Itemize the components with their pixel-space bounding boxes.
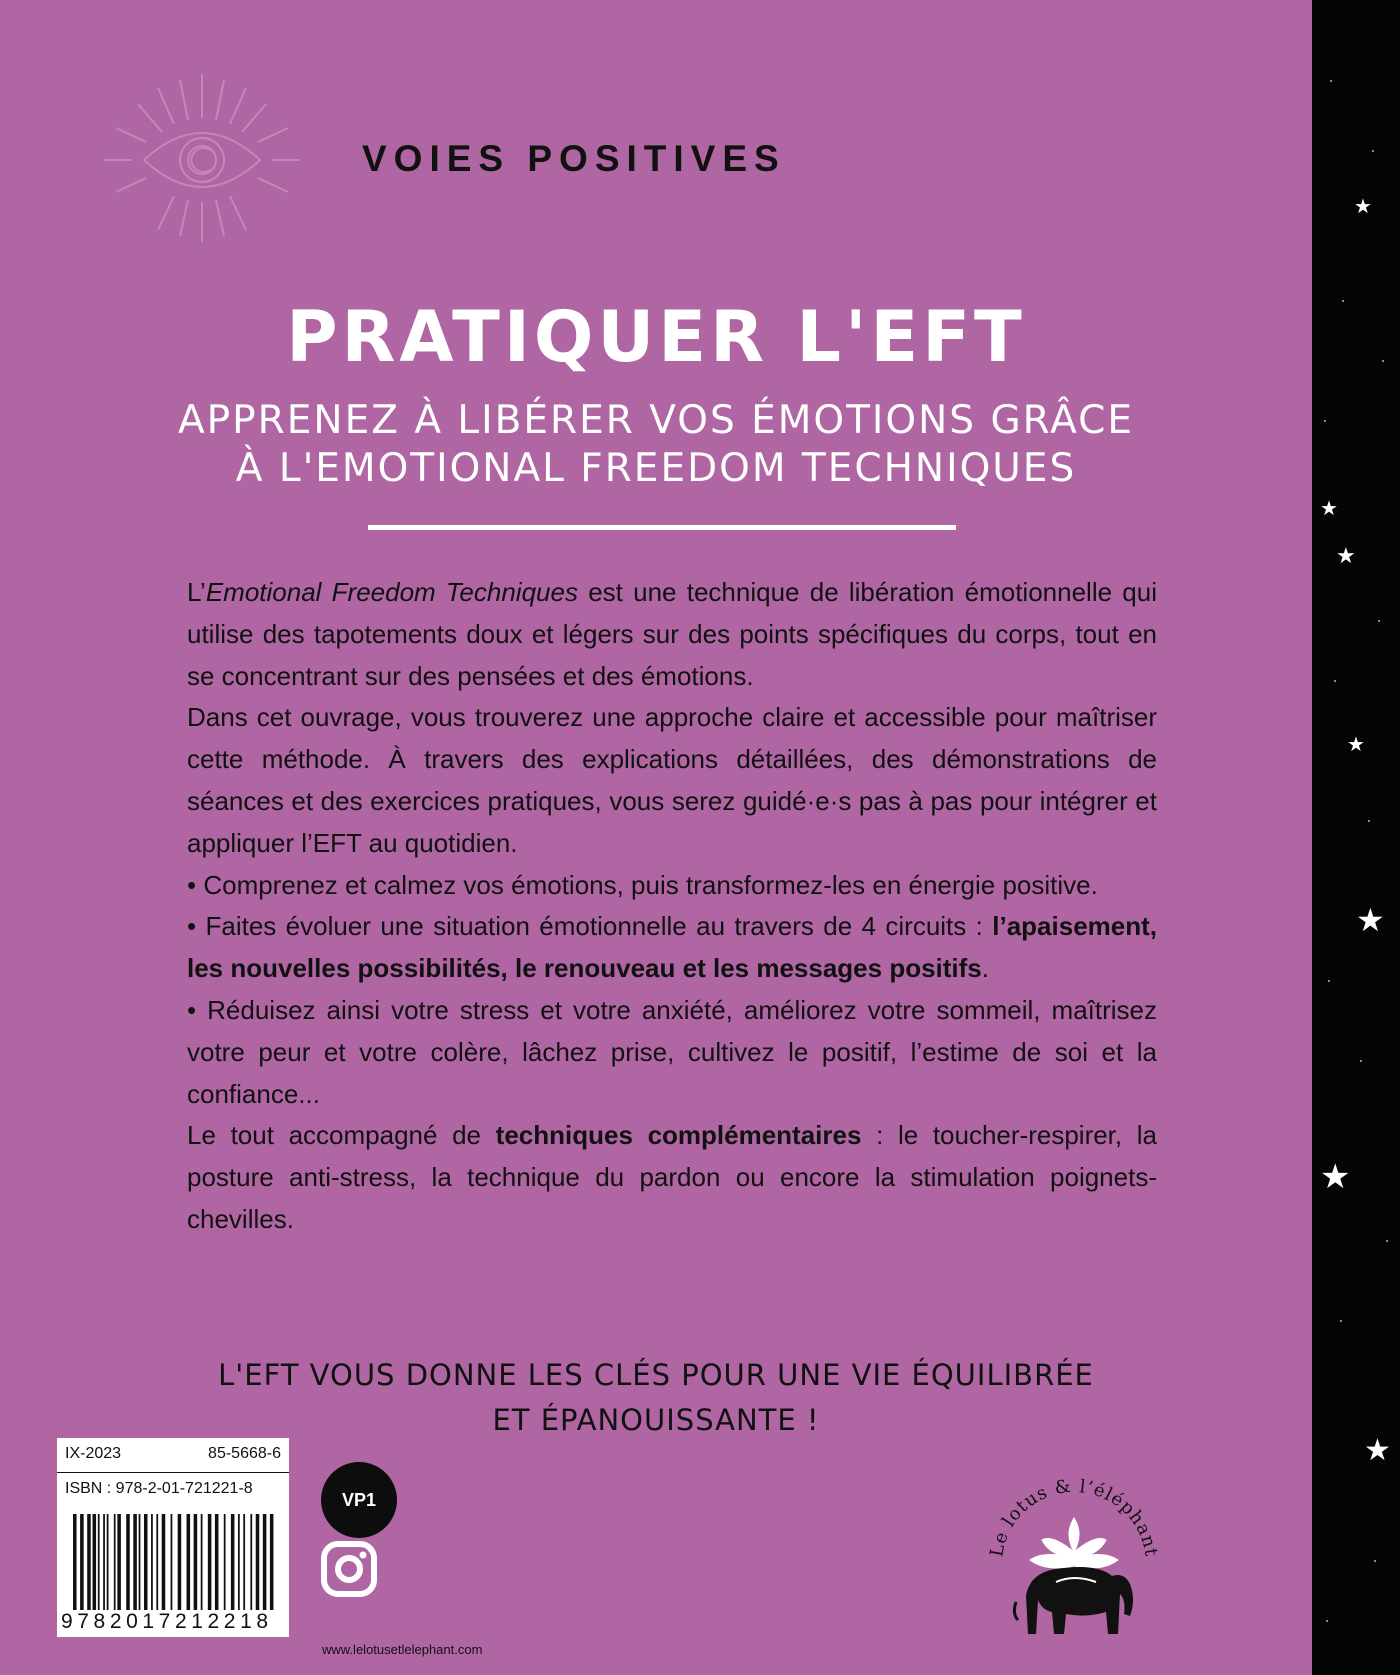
star-dot	[1374, 1560, 1376, 1562]
star-icon: ★	[1336, 544, 1356, 569]
publisher-logo-icon	[986, 1464, 1162, 1654]
barcode-bars	[73, 1514, 277, 1610]
star-dot	[1330, 80, 1332, 82]
barcode-bar	[93, 1514, 97, 1610]
publisher-website[interactable]: www.lelotusetlelephant.com	[322, 1642, 483, 1657]
book-subtitle-line-1: APPRENEZ À LIBÉRER VOS ÉMOTIONS GRÂCE	[177, 398, 1135, 443]
star-icon: ★	[1320, 496, 1338, 520]
barcode-panel	[57, 1438, 289, 1637]
blurb-bullet-1: • Comprenez et calmez vos émotions, puis transformez-les en énergie positive.	[187, 869, 1098, 900]
star-dot	[1372, 150, 1374, 152]
blurb-techniques-rest: : le toucher-respirer, la posture anti-stress, la technique du pardon ou encore la stimulation poignets-chevilles.	[187, 1120, 1158, 1234]
barcode-bar	[270, 1514, 274, 1610]
series-name: VOIES POSITIVES	[362, 138, 786, 179]
barcode-bar	[215, 1514, 219, 1610]
code-divider	[57, 1472, 289, 1473]
star-icon: ★	[1347, 732, 1365, 756]
blurb-paragraph-approach: Dans cet ouvrage, vous trouverez une approche claire et accessible pour maîtriser cette méthode. À travers des explications détaillées, des démonstrations de séances et des exercices pratiques, vous serez guidé·e·s pas à pas pour intégrer et appliquer l’EFT au quotidien.	[187, 702, 1157, 858]
barcode-bar	[103, 1514, 105, 1610]
title-divider	[368, 525, 956, 530]
barcode-bar	[243, 1514, 245, 1610]
star-dot	[1360, 1060, 1362, 1062]
blurb-paragraph-intro	[187, 572, 1157, 697]
barcode-bar	[231, 1514, 235, 1610]
star-dot	[1382, 360, 1384, 362]
isbn: ISBN : 978-2-01-721221-8	[65, 1480, 253, 1497]
blurb-techniques-bold: techniques complémentaires	[495, 1120, 862, 1151]
barcode-bar	[126, 1514, 130, 1610]
barcode-bar	[178, 1514, 182, 1610]
publisher-name: Le lotus & l’éléphant	[986, 1475, 1162, 1559]
starry-spine	[1312, 0, 1400, 1675]
barcode-bar	[151, 1514, 153, 1610]
barcode-bar	[73, 1514, 77, 1610]
product-code: 85-5668-6	[208, 1445, 281, 1462]
barcode-bar	[263, 1514, 267, 1610]
blurb-bullet-2-text: • Faites évoluer une situation émotionnelle au travers de 4 circuits :	[187, 911, 993, 942]
book-subtitle-line-2: À L'EMOTIONAL FREEDOM TECHNIQUES	[235, 446, 1077, 491]
blurb-bullet-2	[187, 906, 1157, 990]
star-dot	[1342, 300, 1344, 302]
star-icon: ★	[1364, 1433, 1391, 1468]
barcode-bar	[98, 1514, 100, 1610]
barcode-bar	[171, 1514, 173, 1610]
barcode-bar	[117, 1514, 121, 1610]
star-dot	[1340, 1320, 1342, 1322]
tagline-line-1: L'EFT VOUS DONNE LES CLÉS POUR UNE VIE ÉQUILIBRÉE	[218, 1358, 1094, 1392]
star-dot	[1386, 1240, 1388, 1242]
barcode-bar	[162, 1514, 166, 1610]
barcode-bar	[156, 1514, 158, 1610]
barcode-bar	[224, 1514, 226, 1610]
barcode-bar	[80, 1514, 84, 1610]
barcode-bar	[114, 1514, 116, 1610]
barcode-bar	[238, 1514, 240, 1610]
barcode-bar	[107, 1514, 109, 1610]
barcode-bar	[256, 1514, 260, 1610]
barcode-bar	[133, 1514, 137, 1610]
instagram-icon[interactable]	[320, 1540, 378, 1598]
blurb-paragraph-techniques	[187, 1115, 1157, 1240]
eye-emblem-icon	[102, 66, 302, 246]
blurb	[187, 572, 1157, 1241]
barcode-bar	[201, 1514, 203, 1610]
barcode-bar	[187, 1514, 191, 1610]
date-code: IX-2023	[65, 1445, 122, 1462]
barcode-bar	[250, 1514, 252, 1610]
barcode-bar	[194, 1514, 198, 1610]
series-badge: VP1	[321, 1462, 397, 1538]
barcode-bar	[139, 1514, 141, 1610]
star-dot	[1328, 980, 1330, 982]
blurb-techniques-start: Le tout accompagné de	[187, 1120, 496, 1151]
star-dot	[1324, 420, 1326, 422]
blurb-bullet-2-end: .	[981, 953, 989, 984]
star-icon: ★	[1356, 901, 1385, 939]
blurb-bullet-3: • Réduisez ainsi votre stress et votre anxiété, améliorez votre sommeil, maîtrisez votre peur et votre colère, lâchez prise, cultivez le positif, l’estime de soi et la confiance...	[187, 994, 1157, 1109]
blurb-bullet-2-bold: l’apaisement, les nouvelles possibilités, le renouveau et les messages positifs	[187, 911, 1157, 984]
blurb-intro-rest: est une technique de libération émotionnelle qui utilise des tapotements doux et légers sur des points spécifiques du corps, tout en se concentrant sur des pensées et des émotions.	[187, 577, 1157, 691]
barcode-bar	[87, 1514, 91, 1610]
star-icon: ★	[1354, 194, 1372, 218]
code-row	[65, 1445, 281, 1463]
star-dot	[1368, 820, 1370, 822]
blurb-intro-italic: Emotional Freedom Techniques	[205, 577, 578, 607]
star-dot	[1326, 1620, 1328, 1622]
star-icon: ★	[1320, 1157, 1351, 1197]
tagline-line-2: ET ÉPANOUISSANTE !	[492, 1403, 820, 1437]
blurb-intro-prefix: L’	[187, 577, 206, 607]
ean-number: 9782017212218	[61, 1610, 273, 1633]
barcode-bar	[144, 1514, 148, 1610]
star-dot	[1334, 680, 1336, 682]
book-title: PRATIQUER L'EFT	[286, 296, 1026, 378]
star-dot	[1378, 620, 1380, 622]
barcode-bar	[208, 1514, 212, 1610]
